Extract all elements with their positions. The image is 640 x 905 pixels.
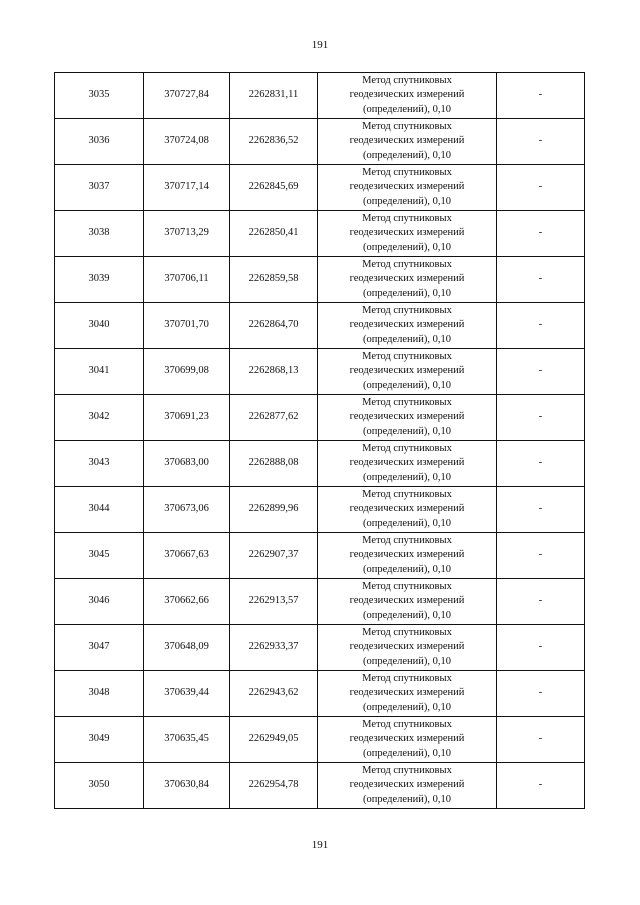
- point-number-cell: 3040: [55, 303, 144, 349]
- method-cell: [318, 119, 497, 165]
- method-line: геодезических измерений: [349, 503, 465, 515]
- table-row: [55, 717, 585, 763]
- x-coordinate-cell: 370717,14: [144, 165, 230, 211]
- method-line: Метод спутниковых: [362, 580, 452, 592]
- method-line: (определений), 0,10: [362, 701, 452, 713]
- method-line: геодезических измерений: [349, 181, 465, 193]
- y-coordinate-cell: 2262888,08: [230, 441, 318, 487]
- note-cell: -: [497, 165, 585, 211]
- y-coordinate-cell: 2262913,57: [230, 579, 318, 625]
- method-line: геодезических измерений: [349, 595, 465, 607]
- note-cell: -: [497, 671, 585, 717]
- method-line: (определений), 0,10: [362, 471, 452, 483]
- method-line: (определений), 0,10: [362, 425, 452, 437]
- note-cell: -: [497, 533, 585, 579]
- method-line: Метод спутниковых: [362, 488, 452, 500]
- method-line: геодезических измерений: [349, 549, 465, 561]
- method-cell: [318, 349, 497, 395]
- method-line: геодезических измерений: [349, 89, 465, 101]
- method-cell: [318, 165, 497, 211]
- point-number-cell: 3044: [55, 487, 144, 533]
- method-line: (определений), 0,10: [362, 655, 452, 667]
- x-coordinate-cell: 370662,66: [144, 579, 230, 625]
- table-row: [55, 257, 585, 303]
- method-line: Метод спутниковых: [362, 672, 452, 684]
- note-cell: -: [497, 349, 585, 395]
- method-line: Метод спутниковых: [362, 442, 452, 454]
- point-number-cell: 3038: [55, 211, 144, 257]
- method-cell: [318, 257, 497, 303]
- y-coordinate-cell: 2262943,62: [230, 671, 318, 717]
- method-cell: [318, 717, 497, 763]
- method-line: геодезических измерений: [349, 733, 465, 745]
- method-line: геодезических измерений: [349, 779, 465, 791]
- note-cell: -: [497, 257, 585, 303]
- method-line: Метод спутниковых: [362, 764, 452, 776]
- point-number-cell: 3050: [55, 763, 144, 809]
- x-coordinate-cell: 370683,00: [144, 441, 230, 487]
- x-coordinate-cell: 370706,11: [144, 257, 230, 303]
- point-number-cell: 3041: [55, 349, 144, 395]
- x-coordinate-cell: 370648,09: [144, 625, 230, 671]
- x-coordinate-cell: 370673,06: [144, 487, 230, 533]
- x-coordinate-cell: 370713,29: [144, 211, 230, 257]
- method-line: Метод спутниковых: [362, 304, 452, 316]
- method-cell: [318, 533, 497, 579]
- note-cell: -: [497, 395, 585, 441]
- method-line: (определений), 0,10: [362, 747, 452, 759]
- table-row: [55, 671, 585, 717]
- point-number-cell: 3043: [55, 441, 144, 487]
- method-line: Метод спутниковых: [362, 396, 452, 408]
- method-cell: [318, 487, 497, 533]
- page-number-bottom: 191: [311, 839, 329, 851]
- y-coordinate-cell: 2262949,05: [230, 717, 318, 763]
- method-line: (определений), 0,10: [362, 333, 452, 345]
- table-row: [55, 165, 585, 211]
- point-number-cell: 3045: [55, 533, 144, 579]
- method-line: Метод спутниковых: [362, 258, 452, 270]
- method-cell: [318, 625, 497, 671]
- method-line: (определений), 0,10: [362, 517, 452, 529]
- y-coordinate-cell: 2262954,78: [230, 763, 318, 809]
- note-cell: -: [497, 211, 585, 257]
- y-coordinate-cell: 2262877,62: [230, 395, 318, 441]
- coordinates-table: [54, 72, 585, 809]
- point-number-cell: 3046: [55, 579, 144, 625]
- y-coordinate-cell: 2262845,69: [230, 165, 318, 211]
- note-cell: -: [497, 441, 585, 487]
- y-coordinate-cell: 2262831,11: [230, 73, 318, 119]
- x-coordinate-cell: 370701,70: [144, 303, 230, 349]
- y-coordinate-cell: 2262899,96: [230, 487, 318, 533]
- method-cell: [318, 211, 497, 257]
- method-cell: [318, 441, 497, 487]
- method-line: геодезических измерений: [349, 227, 465, 239]
- point-number-cell: 3039: [55, 257, 144, 303]
- method-line: (определений), 0,10: [362, 241, 452, 253]
- method-cell: [318, 303, 497, 349]
- table-row: [55, 349, 585, 395]
- method-line: (определений), 0,10: [362, 379, 452, 391]
- method-cell: [318, 579, 497, 625]
- method-line: (определений), 0,10: [362, 149, 452, 161]
- x-coordinate-cell: 370699,08: [144, 349, 230, 395]
- method-line: (определений), 0,10: [362, 793, 452, 805]
- method-line: Метод спутниковых: [362, 534, 452, 546]
- y-coordinate-cell: 2262933,37: [230, 625, 318, 671]
- table-row: [55, 119, 585, 165]
- point-number-cell: 3036: [55, 119, 144, 165]
- note-cell: -: [497, 625, 585, 671]
- point-number-cell: 3048: [55, 671, 144, 717]
- method-line: (определений), 0,10: [362, 195, 452, 207]
- point-number-cell: 3049: [55, 717, 144, 763]
- method-cell: [318, 671, 497, 717]
- method-cell: [318, 763, 497, 809]
- method-line: Метод спутниковых: [362, 74, 452, 86]
- method-line: Метод спутниковых: [362, 212, 452, 224]
- method-line: Метод спутниковых: [362, 626, 452, 638]
- table-row: [55, 579, 585, 625]
- point-number-cell: 3042: [55, 395, 144, 441]
- method-line: (определений), 0,10: [362, 563, 452, 575]
- y-coordinate-cell: 2262868,13: [230, 349, 318, 395]
- note-cell: -: [497, 487, 585, 533]
- table-row: [55, 441, 585, 487]
- method-line: геодезических измерений: [349, 457, 465, 469]
- table-row: [55, 625, 585, 671]
- method-line: геодезических измерений: [349, 319, 465, 331]
- y-coordinate-cell: 2262864,70: [230, 303, 318, 349]
- table-row: [55, 395, 585, 441]
- x-coordinate-cell: 370639,44: [144, 671, 230, 717]
- method-line: Метод спутниковых: [362, 718, 452, 730]
- table-row: [55, 487, 585, 533]
- note-cell: -: [497, 717, 585, 763]
- x-coordinate-cell: 370635,45: [144, 717, 230, 763]
- method-cell: [318, 73, 497, 119]
- table-row: [55, 73, 585, 119]
- method-line: геодезических измерений: [349, 641, 465, 653]
- x-coordinate-cell: 370727,84: [144, 73, 230, 119]
- note-cell: -: [497, 73, 585, 119]
- method-line: геодезических измерений: [349, 411, 465, 423]
- method-line: (определений), 0,10: [362, 609, 452, 621]
- method-cell: [318, 395, 497, 441]
- note-cell: -: [497, 763, 585, 809]
- point-number-cell: 3047: [55, 625, 144, 671]
- y-coordinate-cell: 2262907,37: [230, 533, 318, 579]
- y-coordinate-cell: 2262850,41: [230, 211, 318, 257]
- method-line: Метод спутниковых: [362, 166, 452, 178]
- table-row: [55, 533, 585, 579]
- point-number-cell: 3035: [55, 73, 144, 119]
- table-row: [55, 303, 585, 349]
- method-line: (определений), 0,10: [362, 103, 452, 115]
- note-cell: -: [497, 119, 585, 165]
- method-line: (определений), 0,10: [362, 287, 452, 299]
- x-coordinate-cell: 370691,23: [144, 395, 230, 441]
- method-line: геодезических измерений: [349, 687, 465, 699]
- note-cell: -: [497, 303, 585, 349]
- method-line: геодезических измерений: [349, 365, 465, 377]
- x-coordinate-cell: 370724,08: [144, 119, 230, 165]
- table-row: [55, 211, 585, 257]
- method-line: Метод спутниковых: [362, 120, 452, 132]
- method-line: Метод спутниковых: [362, 350, 452, 362]
- x-coordinate-cell: 370630,84: [144, 763, 230, 809]
- method-line: геодезических измерений: [349, 273, 465, 285]
- table-row: [55, 763, 585, 809]
- y-coordinate-cell: 2262836,52: [230, 119, 318, 165]
- x-coordinate-cell: 370667,63: [144, 533, 230, 579]
- note-cell: -: [497, 579, 585, 625]
- y-coordinate-cell: 2262859,58: [230, 257, 318, 303]
- method-line: геодезических измерений: [349, 135, 465, 147]
- page-number-top: 191: [311, 39, 329, 51]
- point-number-cell: 3037: [55, 165, 144, 211]
- coordinates-table-body: [55, 73, 585, 809]
